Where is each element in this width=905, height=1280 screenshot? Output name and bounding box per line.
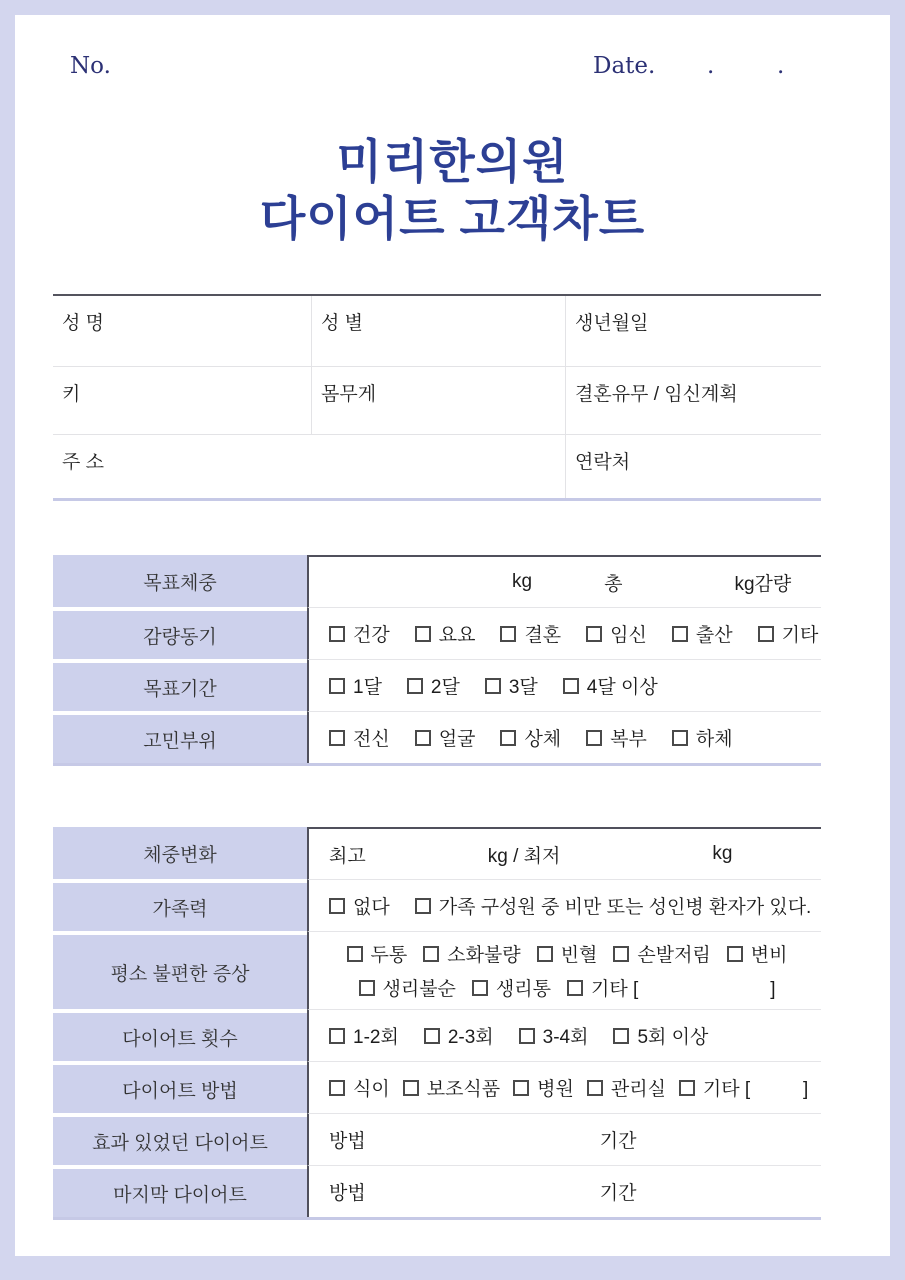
checkbox-option[interactable] — [329, 672, 382, 699]
checkbox-icon[interactable] — [329, 626, 345, 642]
checkbox-option-label: 요요 — [438, 625, 476, 646]
info-cell[interactable]: 연락처 — [565, 434, 821, 498]
checkbox-option-label: 없다 — [353, 897, 390, 918]
checkbox-option-label: 보조식품 — [426, 1079, 501, 1100]
row-content[interactable] — [307, 1009, 821, 1061]
checkbox-option[interactable] — [424, 1022, 494, 1049]
checkbox-option-label: 1-2회 — [353, 1027, 399, 1048]
row-content[interactable] — [307, 711, 821, 763]
checkbox-option-label: 생리불순 — [382, 979, 456, 1000]
row-content[interactable] — [307, 879, 821, 931]
checkbox-option-label: 얼굴 — [438, 729, 476, 750]
row-label: 효과 있었던 다이어트 — [53, 1113, 307, 1165]
checkbox-option-label: 건강 — [353, 625, 390, 646]
checkbox-icon[interactable] — [586, 626, 602, 642]
row-content[interactable] — [307, 1165, 821, 1217]
checkbox-option[interactable] — [423, 940, 520, 967]
info-cell[interactable]: 주 소 — [53, 434, 565, 498]
checkbox-option-label: 병원 — [537, 1079, 574, 1100]
row-label: 목표기간 — [53, 659, 307, 711]
checkbox-icon[interactable] — [424, 1028, 440, 1044]
checkbox-icon[interactable] — [415, 626, 431, 642]
blank-segment-label: kg감량 — [734, 573, 792, 595]
row-label: 감량동기 — [53, 607, 307, 659]
symptom-line-2 — [359, 974, 792, 1001]
checkbox-icon[interactable] — [679, 1080, 695, 1096]
checkbox-option[interactable] — [537, 940, 598, 967]
checkbox-option[interactable] — [519, 1022, 589, 1049]
row-content[interactable] — [307, 555, 821, 607]
checkbox-option[interactable] — [415, 892, 812, 919]
checkbox-option-label: 두통 — [370, 945, 408, 966]
checkbox-option-label: 생리통 — [495, 979, 551, 1000]
no-label: No. — [70, 53, 111, 79]
blank-segment-label: kg — [712, 843, 733, 864]
row-label: 마지막 다이어트 — [53, 1165, 307, 1217]
checkbox-option-label: 복부 — [610, 729, 647, 750]
clinic-title-line2: 다이어트 고객차트 — [259, 192, 646, 246]
checkbox-option-label: 기타 [ ] — [590, 979, 776, 1000]
checkbox-icon[interactable] — [329, 1028, 345, 1044]
checkbox-option[interactable] — [758, 620, 819, 647]
checkbox-option[interactable] — [329, 1074, 390, 1101]
checkbox-icon[interactable] — [347, 946, 363, 962]
checkbox-option-label: 4달 이상 — [586, 677, 658, 698]
checkbox-option-label: 2-3회 — [447, 1027, 494, 1048]
checkbox-icon[interactable] — [500, 626, 516, 642]
checkbox-icon[interactable] — [329, 678, 345, 694]
checkbox-option[interactable] — [485, 672, 538, 699]
row-content[interactable] — [307, 931, 821, 1009]
row-label: 평소 불편한 증상 — [53, 931, 307, 1009]
blank-segment-label: 기간 — [599, 1131, 637, 1152]
checkbox-option[interactable] — [403, 1074, 500, 1101]
blank-segment-label: 방법 — [329, 1183, 366, 1204]
row-label: 다이어트 횟수 — [53, 1009, 307, 1061]
checkbox-icon[interactable] — [359, 980, 375, 996]
checkbox-option[interactable] — [359, 974, 456, 1001]
row-label: 고민부위 — [53, 711, 307, 763]
info-cell[interactable]: 결혼유무 / 임신계획 — [565, 366, 821, 434]
checkbox-option[interactable] — [329, 724, 390, 751]
checkbox-icon[interactable] — [586, 730, 602, 746]
checkbox-icon[interactable] — [403, 1080, 419, 1096]
checkbox-icon[interactable] — [329, 1080, 345, 1096]
blank-segment-label: kg — [512, 571, 533, 592]
clinic-title — [15, 133, 890, 248]
symptom-line-1 — [347, 940, 804, 967]
info-cell[interactable]: 몸무게 — [311, 366, 565, 434]
checkbox-option-label: 하체 — [695, 729, 733, 750]
checkbox-option-label: 변비 — [750, 945, 788, 966]
checkbox-icon[interactable] — [758, 626, 774, 642]
checkbox-option[interactable] — [407, 672, 460, 699]
blank-segment-label: 총 — [604, 573, 623, 595]
info-cell[interactable]: 생년월일 — [565, 296, 821, 366]
info-cell[interactable]: 성 명 — [62, 313, 104, 334]
checkbox-icon[interactable] — [485, 678, 501, 694]
checkbox-option[interactable] — [513, 1074, 574, 1101]
checkbox-icon[interactable] — [513, 1080, 529, 1096]
date-label: Date. — [593, 53, 656, 79]
checkbox-option-label: 5회 이상 — [637, 1027, 709, 1048]
checkbox-option[interactable] — [472, 974, 551, 1001]
row-content[interactable] — [307, 827, 821, 879]
checkbox-option-label: 식이 — [353, 1079, 390, 1100]
checkbox-option[interactable] — [329, 1022, 399, 1049]
checkbox-icon[interactable] — [537, 946, 553, 962]
checkbox-icon[interactable] — [407, 678, 423, 694]
row-content[interactable] — [307, 607, 821, 659]
checkbox-option-label: 기타 [ ] — [702, 1079, 809, 1100]
checkbox-option-label: 관리실 — [610, 1079, 666, 1100]
checkbox-option[interactable] — [329, 892, 390, 919]
checkbox-icon[interactable] — [329, 898, 345, 914]
checkbox-option-label: 3달 — [508, 677, 538, 698]
checkbox-option[interactable] — [613, 940, 710, 967]
checkbox-icon[interactable] — [567, 980, 583, 996]
checkbox-option[interactable] — [563, 672, 658, 699]
checkbox-icon[interactable] — [415, 898, 431, 914]
checkbox-option[interactable] — [727, 940, 788, 967]
checkbox-option-label: 손발저림 — [637, 945, 711, 966]
checkbox-icon[interactable] — [329, 730, 345, 746]
checkbox-icon[interactable] — [613, 946, 629, 962]
checkbox-icon[interactable] — [519, 1028, 535, 1044]
checkbox-icon[interactable] — [672, 626, 688, 642]
checkbox-icon[interactable] — [613, 1028, 629, 1044]
checkbox-option[interactable] — [586, 724, 647, 751]
checkbox-option-label: 1달 — [353, 677, 382, 698]
checkbox-option-label: 결혼 — [524, 625, 562, 646]
checkbox-option-label: 3-4회 — [542, 1027, 589, 1048]
checkbox-option-label: 2달 — [430, 677, 460, 698]
checkbox-icon[interactable] — [563, 678, 579, 694]
checkbox-option[interactable] — [587, 1074, 666, 1101]
checkbox-option[interactable] — [679, 1074, 808, 1101]
checkbox-option-label: 소화불량 — [447, 945, 521, 966]
row-content[interactable] — [307, 1113, 821, 1165]
row-content[interactable] — [307, 659, 821, 711]
goal-table — [53, 555, 821, 766]
checkbox-icon[interactable] — [587, 1080, 603, 1096]
checkbox-option-label: 기타 — [781, 625, 819, 646]
checkbox-icon[interactable] — [472, 980, 488, 996]
row-label: 체중변화 — [53, 827, 307, 879]
checkbox-option-label: 출산 — [695, 625, 733, 646]
checkbox-option-label: 빈혈 — [560, 945, 598, 966]
checkbox-icon[interactable] — [672, 730, 688, 746]
checkbox-option[interactable] — [672, 724, 733, 751]
checkbox-option[interactable] — [347, 940, 408, 967]
row-content[interactable] — [307, 1061, 821, 1113]
checkbox-option[interactable] — [415, 724, 476, 751]
checkbox-icon[interactable] — [423, 946, 439, 962]
checkbox-icon[interactable] — [415, 730, 431, 746]
clinic-title-line1: 미리한의원 — [336, 135, 569, 188]
checkbox-icon[interactable] — [727, 946, 743, 962]
checkbox-option[interactable] — [613, 1022, 708, 1049]
checkbox-option[interactable] — [415, 620, 476, 647]
blank-segment-label: 최고 — [329, 845, 366, 867]
checkbox-option-label: 임신 — [610, 625, 647, 646]
checkbox-icon[interactable] — [500, 730, 516, 746]
info-cell[interactable]: 키 — [53, 366, 311, 434]
info-cell[interactable]: 성 별 — [311, 296, 565, 366]
checkbox-option[interactable] — [672, 620, 733, 647]
checkbox-option[interactable] — [329, 620, 390, 647]
row-label: 가족력 — [53, 879, 307, 931]
checkbox-option[interactable] — [500, 620, 561, 647]
blank-segment-label: 기간 — [599, 1183, 637, 1204]
info-table — [53, 294, 821, 501]
blank-segment-label: kg / 최저 — [487, 845, 561, 867]
history-table — [53, 827, 821, 1220]
checkbox-option-label: 상체 — [524, 729, 562, 750]
checkbox-option[interactable] — [567, 974, 776, 1001]
checkbox-option-label: 가족 구성원 중 비만 또는 성인병 환자가 있다. — [438, 897, 812, 918]
row-label: 목표체중 — [53, 555, 307, 607]
blank-segment-label: 방법 — [329, 1131, 366, 1152]
date-dot: . — [707, 53, 715, 79]
row-label: 다이어트 방법 — [53, 1061, 307, 1113]
checkbox-option-label: 전신 — [353, 729, 390, 750]
checkbox-option[interactable] — [500, 724, 561, 751]
date-dot: . — [777, 53, 785, 79]
checkbox-option[interactable] — [586, 620, 647, 647]
